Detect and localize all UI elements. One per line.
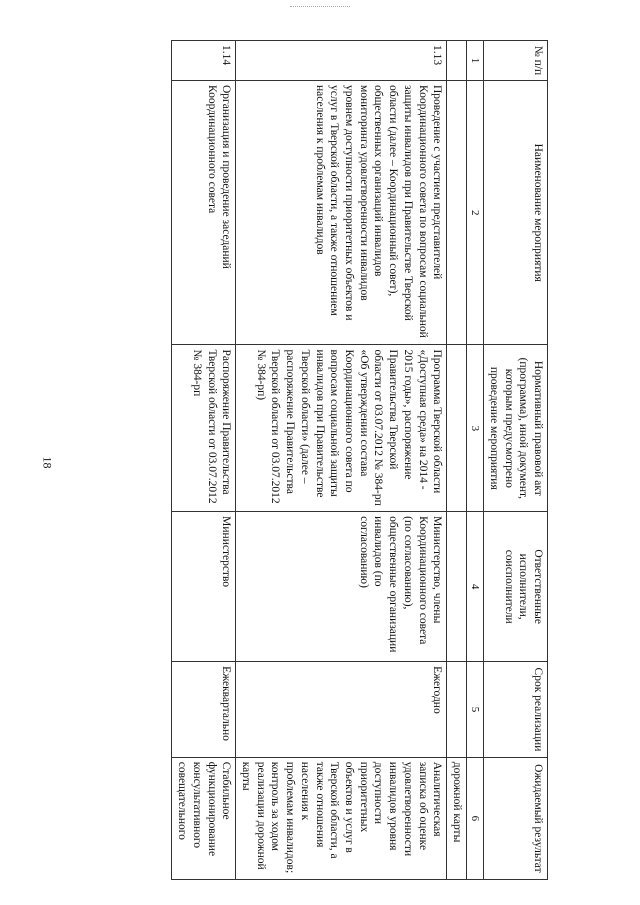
row-exec: Министерство <box>172 512 236 662</box>
row-num: 1.13 <box>236 41 447 81</box>
table-row <box>236 41 447 880</box>
row-result: Стабильное функционирование консультативного совещательного <box>172 757 236 879</box>
header-term: Срок реализации <box>484 662 548 758</box>
table-row <box>172 41 236 880</box>
row-term: Ежеквартально <box>172 662 236 758</box>
rotated-table-sheet <box>68 40 548 880</box>
cell <box>447 512 467 662</box>
cell <box>447 81 467 345</box>
col-number: 2 <box>467 81 484 345</box>
header-row <box>484 41 548 880</box>
col-number: 3 <box>467 345 484 512</box>
col-number: 6 <box>467 757 484 879</box>
row-num: 1.14 <box>172 41 236 81</box>
scan-mark <box>290 6 350 7</box>
col-number: 1 <box>467 41 484 81</box>
page-number: 18 <box>40 456 55 469</box>
row-term: Ежегодно <box>236 662 447 758</box>
header-exec: Ответственные исполнители, соисполнители <box>484 512 548 662</box>
col-number: 4 <box>467 512 484 662</box>
header-num: № п/п <box>484 41 548 81</box>
row-name: Проведение с участием представителей Координационного совета по вопросам социальной защиты инвалидов при Правительстве Тверской области (далее – Координационный совет), общественных организаций инвалидов мониторинга удовлетворенности инвалидов уровнем доступности приоритетных объектов и услуг в Тверской области, а также отношением населения к проблемам инвалидов <box>236 81 447 345</box>
column-number-row <box>467 41 484 880</box>
cell <box>447 662 467 758</box>
cell <box>447 345 467 512</box>
activities-table <box>171 40 548 880</box>
header-name: Наименование мероприятия <box>484 81 548 345</box>
row-result: Аналитическая записка об оценке удовлетворенности инвалидов уровня доступности приоритетных объектов и услуг в Тверской области, а также отношения населения к проблемам инвалидов; контроль за ходом реализации дорожной карты <box>236 757 447 879</box>
row-act: Распоряжение Правительства Тверской области от 03.07.2012 № 384-рп <box>172 345 236 512</box>
carry-over-row <box>447 41 467 880</box>
row-exec: Министерство, члены Координационного совета (по согласованию), общественные организации инвалидов (по согласованию) <box>236 512 447 662</box>
row-name: Организация и проведение заседаний Координационного совета <box>172 81 236 345</box>
row-act: Программа Тверской области «Доступная среда» на 2014 - 2015 годы», распоряжение Правительства Тверской области от 03.07.2012 № 384-рп «Об утверждении состава Координационного совета по вопросам социальной защиты инвалидов при Правительстве Тверской области» (далее – распоряжение Правительства Тверской области от 03.07.2012 № 384-рп) <box>236 345 447 512</box>
col-number: 5 <box>467 662 484 758</box>
cell <box>447 41 467 81</box>
header-result: Ожидаемый результат <box>484 757 548 879</box>
header-act: Нормативный правовой акт (программа), иной документ, которым предусмотрено проведение мероприятия <box>484 345 548 512</box>
cell: дорожной карты <box>447 757 467 879</box>
